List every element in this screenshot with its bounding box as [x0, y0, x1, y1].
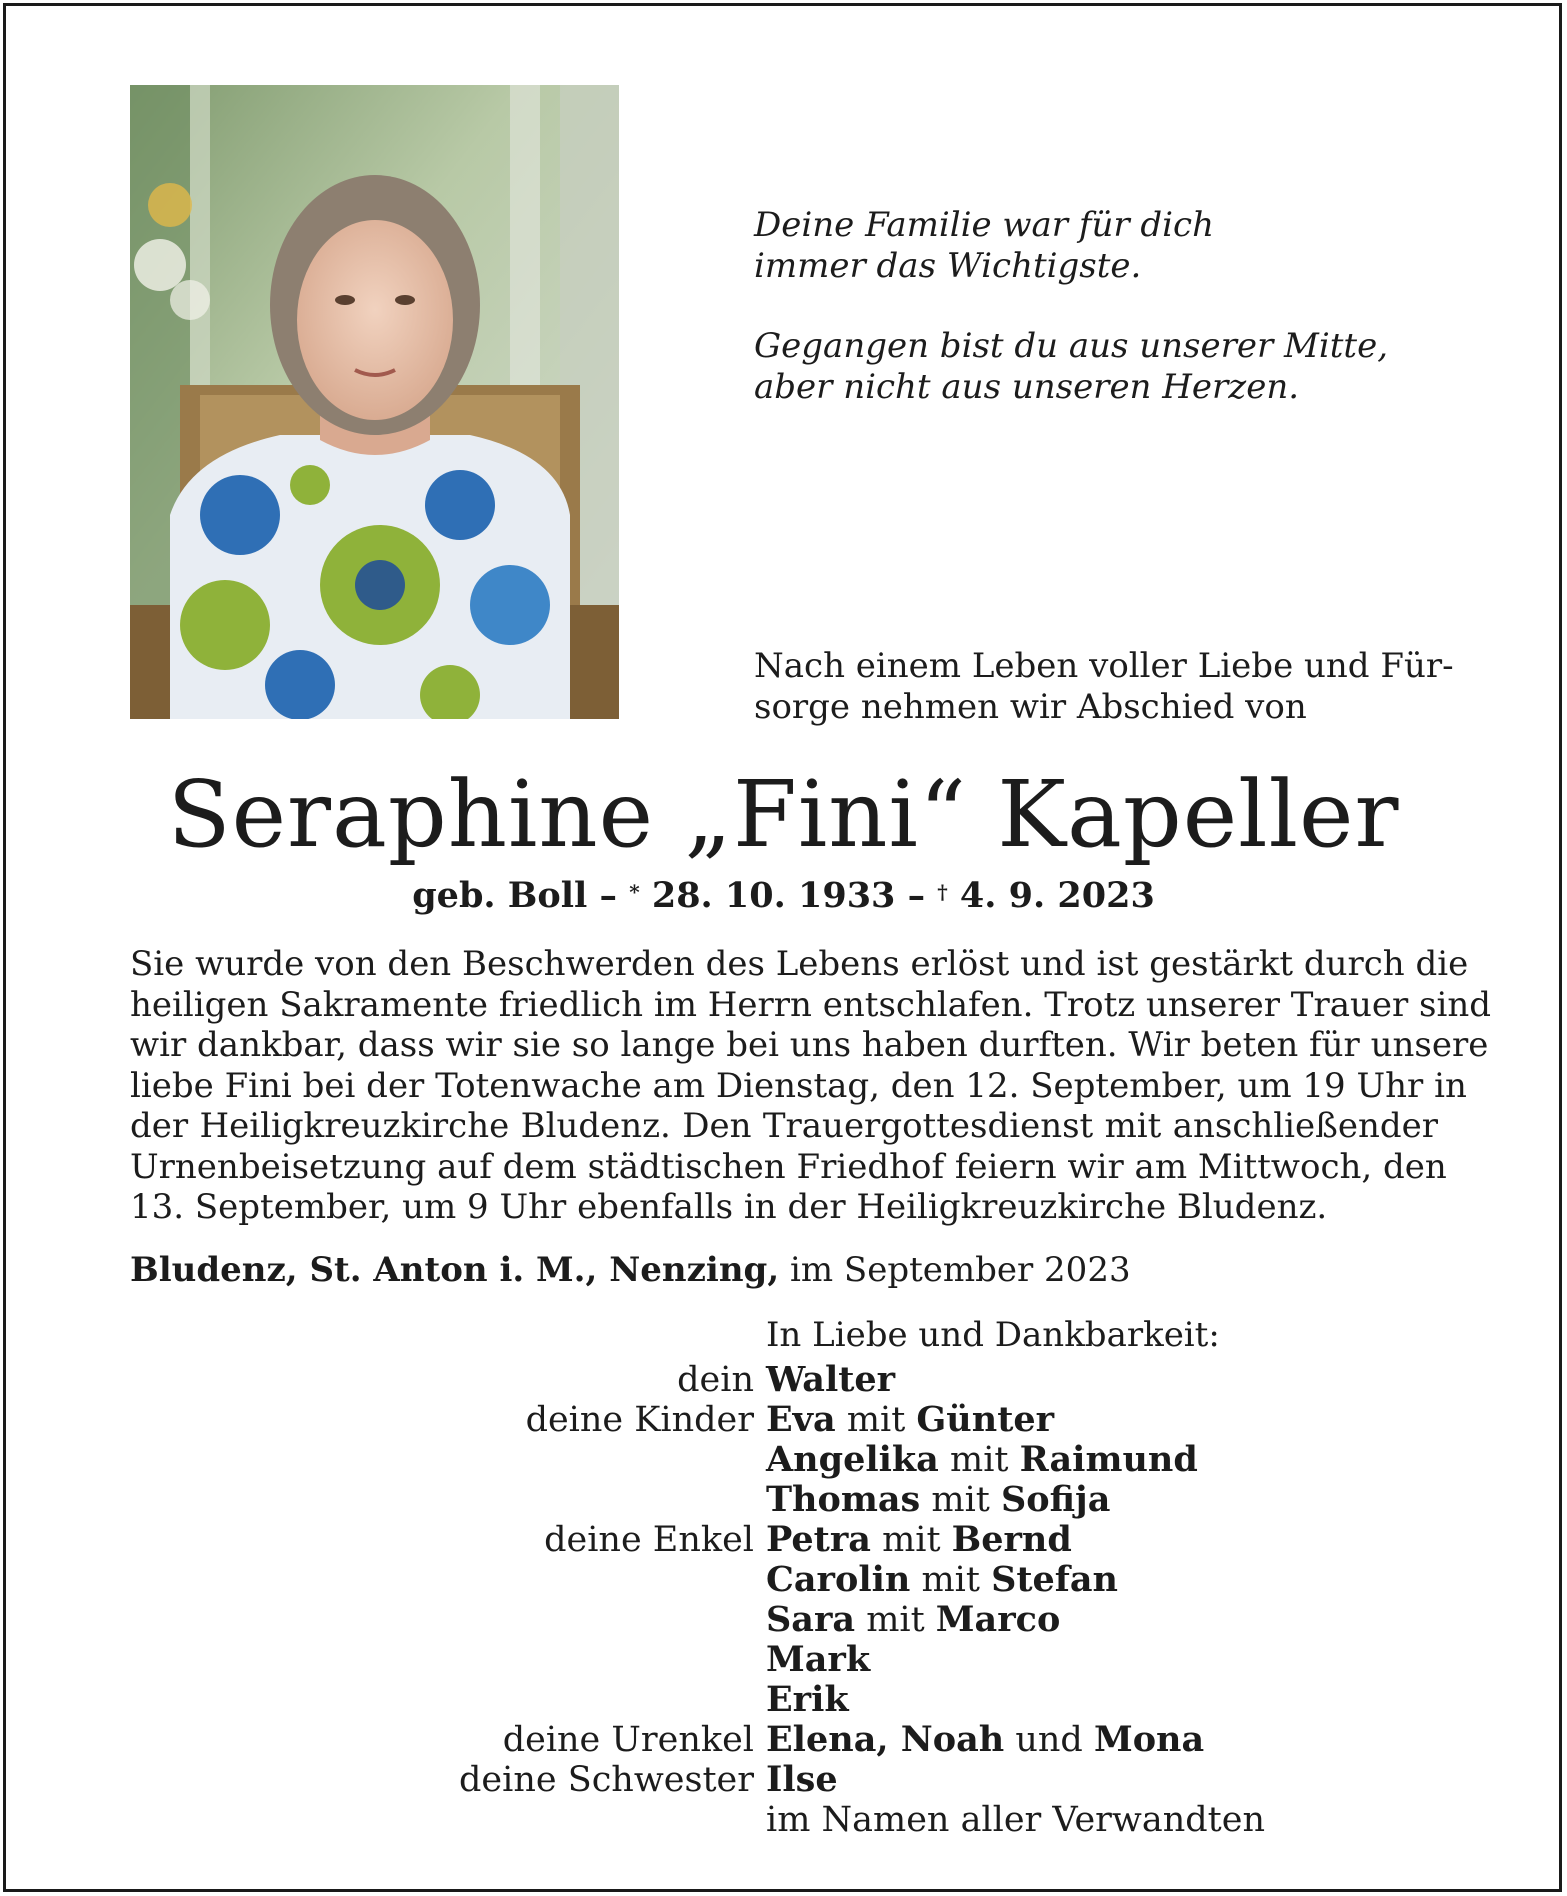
- obituary-body: [130, 944, 1492, 1228]
- mourner-name: Mona: [1093, 1719, 1205, 1760]
- place-and-date: [130, 1250, 1131, 1290]
- mourner-connector: mit: [920, 1480, 1001, 1520]
- quote-line: Deine Familie war für dich: [754, 205, 1214, 245]
- mourner-name: Eva: [766, 1399, 836, 1440]
- mourner-row: [0, 1360, 1567, 1400]
- mourner-relation: deine Enkel: [544, 1520, 754, 1560]
- mourner-connector: mit: [855, 1600, 936, 1640]
- mourner-row: [0, 1520, 1567, 1560]
- mourner-connector: mit: [938, 1440, 1020, 1480]
- mourner-connector: im Namen aller Verwandten: [766, 1800, 1265, 1840]
- mourner-name: Mark: [766, 1639, 871, 1680]
- mourner-relation: deine Schwester: [459, 1760, 754, 1800]
- place-towns: Bludenz, St. Anton i. M., Nenzing,: [130, 1250, 780, 1290]
- deceased-name: Seraphine „Fini“ Kapeller: [167, 761, 1400, 868]
- intro-line: sorge nehmen wir Abschied von: [754, 687, 1307, 727]
- mourner-names: [766, 1360, 895, 1400]
- life-dates: [0, 875, 1567, 917]
- intro-line: Nach einem Leben voller Liebe und Für-: [754, 646, 1454, 686]
- portrait-photo: [130, 85, 619, 719]
- mourner-row: [0, 1440, 1567, 1480]
- intro-text: [754, 646, 1454, 728]
- mourner-name: Sara: [766, 1599, 856, 1640]
- quote-stanza-1: [754, 205, 1214, 287]
- thanks-line: In Liebe und Dankbarkeit:: [766, 1315, 1220, 1355]
- death-date: 4. 9. 2023: [947, 875, 1155, 916]
- mourner-name: Günter: [916, 1399, 1055, 1440]
- mourner-name: Walter: [766, 1359, 896, 1400]
- born-name: geb. Boll –: [412, 875, 630, 916]
- mourner-connector: mit: [870, 1520, 952, 1560]
- mourner-name: Erik: [766, 1679, 849, 1720]
- mourner-names: [766, 1680, 849, 1720]
- mourner-connector: und: [1004, 1720, 1094, 1760]
- quote-line: Gegangen bist du aus unserer Mitte,: [754, 326, 1388, 366]
- mourner-name: Angelika: [766, 1439, 939, 1480]
- body-line: der Heiligkreuzkirche Bludenz. Den Trauergottesdienst mit anschließender: [130, 1106, 1438, 1146]
- mourner-name: Stefan: [991, 1559, 1118, 1600]
- mourner-name: Raimund: [1019, 1439, 1198, 1480]
- mourner-name: Ilse: [766, 1759, 838, 1800]
- mourner-row: [0, 1480, 1567, 1520]
- body-line: wir dankbar, dass wir sie so lange bei uns haben durften. Wir beten für unsere: [130, 1025, 1489, 1065]
- mourner-name: Thomas: [766, 1479, 921, 1520]
- place-date: im September 2023: [779, 1250, 1131, 1290]
- birth-date: 28. 10. 1933 –: [639, 875, 938, 916]
- mourner-names: [766, 1760, 838, 1800]
- quote-line: aber nicht aus unseren Herzen.: [754, 367, 1300, 407]
- mourner-row: [0, 1400, 1567, 1440]
- mourner-name: Elena, Noah: [766, 1719, 1005, 1760]
- mourner-row: [0, 1600, 1567, 1640]
- mourner-row: [0, 1720, 1567, 1760]
- mourner-connector: mit: [835, 1400, 917, 1440]
- birth-star-icon: *: [629, 880, 640, 904]
- body-line: 13. September, um 9 Uhr ebenfalls in der Heiligkreuzkirche Bludenz.: [130, 1187, 1328, 1227]
- mourner-name: Carolin: [766, 1559, 911, 1600]
- mourner-row: [0, 1680, 1567, 1720]
- mourner-names: [766, 1800, 1265, 1840]
- mourner-relation: deine Urenkel: [502, 1720, 754, 1760]
- quote-line: immer das Wichtigste.: [754, 246, 1142, 286]
- mourner-names: [766, 1720, 1204, 1760]
- mourner-relation: dein: [677, 1360, 754, 1400]
- mourner-names: [766, 1440, 1198, 1480]
- body-line: Urnenbeisetzung auf dem städtischen Friedhof feiern wir am Mittwoch, den: [130, 1146, 1447, 1187]
- mourner-row: [0, 1760, 1567, 1800]
- quote-stanza-2: [754, 326, 1388, 408]
- mourner-row: [0, 1640, 1567, 1680]
- mourner-name: Marco: [935, 1599, 1061, 1640]
- mourner-name: Sofija: [1000, 1479, 1111, 1520]
- mourner-relation: deine Kinder: [525, 1400, 754, 1440]
- death-cross-icon: †: [937, 880, 948, 904]
- mourner-row: [0, 1560, 1567, 1600]
- mourner-name: Bernd: [951, 1519, 1072, 1560]
- body-line: liebe Fini bei der Totenwache am Dienstag, den 12. September, um 19 Uhr in: [130, 1065, 1467, 1106]
- body-line: Sie wurde von den Beschwerden des Lebens erlöst und ist gestärkt durch die: [130, 944, 1469, 984]
- mourner-names: [766, 1560, 1118, 1600]
- mourner-names: [766, 1640, 870, 1680]
- mourner-names: [766, 1600, 1060, 1640]
- mourner-names: [766, 1480, 1110, 1520]
- mourner-row: [0, 1800, 1567, 1840]
- body-line: heiligen Sakramente friedlich im Herrn entschlafen. Trotz unserer Trauer sind: [130, 984, 1492, 1025]
- mourner-name: Petra: [766, 1519, 871, 1560]
- mourner-names: [766, 1400, 1054, 1440]
- mourner-names: [766, 1520, 1072, 1560]
- mourner-connector: mit: [910, 1560, 992, 1600]
